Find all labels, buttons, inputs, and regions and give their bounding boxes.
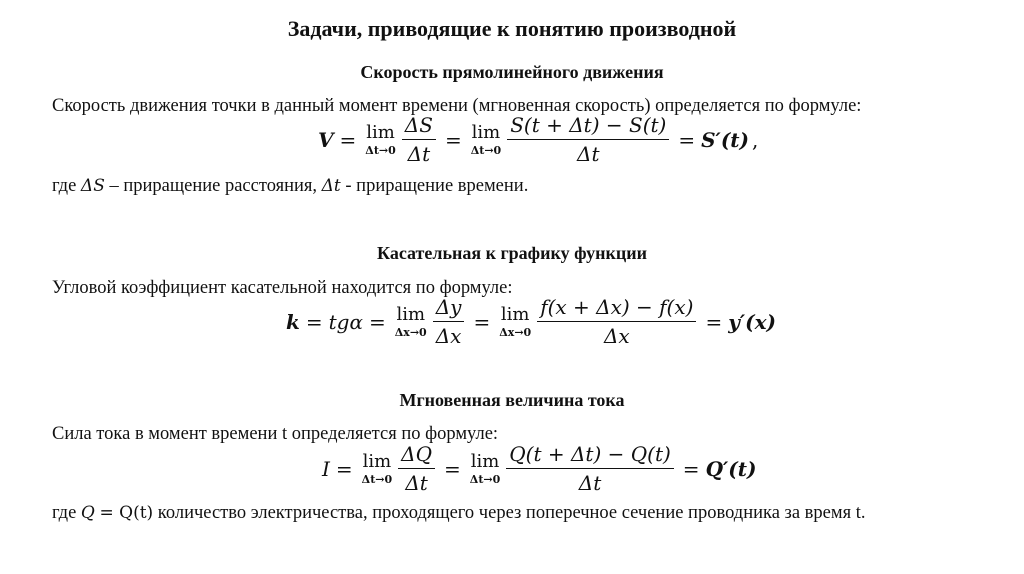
formula-current (322, 443, 756, 494)
note-prefix: где (52, 503, 77, 523)
formula-tg-alpha: tgα (328, 309, 363, 334)
note-suffix: - приращение времени. (345, 176, 529, 196)
equals-sign: = (444, 456, 461, 481)
note-prefix: где (52, 176, 77, 196)
note-text: количество электричества, проходящего через поперечное сечение проводника за время t. (157, 503, 866, 523)
formula-lhs: k (286, 309, 300, 334)
fraction-denominator: Δt (577, 142, 600, 166)
limit (365, 121, 396, 157)
lim-word: lim (500, 303, 530, 325)
limit (499, 303, 532, 339)
formula-lhs: I (322, 456, 330, 481)
fraction (537, 296, 696, 347)
fraction-denominator: Δt (407, 142, 431, 166)
lim-subscript: Δx→0 (499, 325, 532, 339)
equals-sign: = (305, 309, 323, 334)
fraction (398, 443, 435, 494)
section-note-current (52, 503, 866, 524)
equals-sign: = (473, 309, 491, 334)
lim-word: lim (396, 303, 426, 325)
fraction (507, 114, 669, 165)
fraction (506, 443, 674, 494)
section-heading-velocity: Скорость прямолинейного движения (360, 62, 664, 82)
lim-word: lim (470, 450, 500, 472)
note-symbol: Q (80, 503, 95, 523)
formula-tangent (286, 296, 776, 347)
lim-subscript: Δt→0 (365, 143, 396, 157)
limit (394, 303, 427, 339)
equals-sign: = (444, 127, 462, 152)
section-intro-current: Сила тока в момент времени t определяется по формуле: (52, 424, 499, 444)
fraction-numerator: ΔS (402, 114, 436, 140)
equals-sign: = (705, 309, 723, 334)
note-equation: = Q(t) (99, 503, 154, 523)
section-intro-tangent: Угловой коэффициент касательной находится по формуле: (52, 278, 513, 298)
fraction (433, 296, 465, 347)
note-symbol: ΔS (80, 176, 105, 196)
equals-sign: = (678, 127, 696, 152)
section-note-velocity (52, 176, 528, 197)
formula-rhs: S′(t) (701, 127, 749, 152)
lim-word: lim (366, 121, 395, 143)
equals-sign: = (339, 127, 357, 152)
lim-subscript: Δt→0 (361, 472, 393, 486)
lim-word: lim (362, 450, 392, 472)
note-middle: – приращение расстояния, (109, 176, 318, 196)
fraction-numerator: Δy (433, 296, 465, 322)
equals-sign: = (335, 456, 353, 481)
lim-subscript: Δx→0 (394, 325, 427, 339)
limit (469, 450, 501, 486)
limit (361, 450, 393, 486)
formula-comma: , (752, 127, 759, 152)
formula-velocity (318, 114, 758, 165)
section-intro-velocity: Скорость движения точки в данный момент времени (мгновенная скорость) определяется по формуле: (52, 96, 862, 116)
fraction-numerator: Q(t + Δt) − Q(t) (506, 443, 674, 469)
formula-lhs: V (318, 127, 334, 152)
formula-rhs: Q′(t) (705, 456, 757, 481)
fraction-denominator: Δt (578, 471, 602, 495)
equals-sign: = (682, 456, 700, 481)
fraction-numerator: f(x + Δx) − f(x) (537, 296, 696, 322)
equals-sign: = (368, 309, 386, 334)
section-heading-tangent: Касательная к графику функции (377, 243, 647, 263)
page-title: Задачи, приводящие к понятию производной (287, 16, 737, 41)
lim-word: lim (471, 121, 501, 143)
formula-rhs: y′(x) (728, 309, 776, 334)
fraction-denominator: Δt (405, 471, 428, 495)
fraction-denominator: Δx (603, 324, 630, 348)
fraction-denominator: Δx (435, 324, 462, 348)
lim-subscript: Δt→0 (469, 472, 501, 486)
fraction-numerator: ΔQ (398, 443, 435, 469)
limit (470, 121, 502, 157)
fraction (402, 114, 436, 165)
note-symbol: Δt (321, 176, 341, 196)
section-heading-current: Мгновенная величина тока (399, 390, 625, 410)
lim-subscript: Δt→0 (470, 143, 502, 157)
fraction-numerator: S(t + Δt) − S(t) (507, 114, 669, 140)
